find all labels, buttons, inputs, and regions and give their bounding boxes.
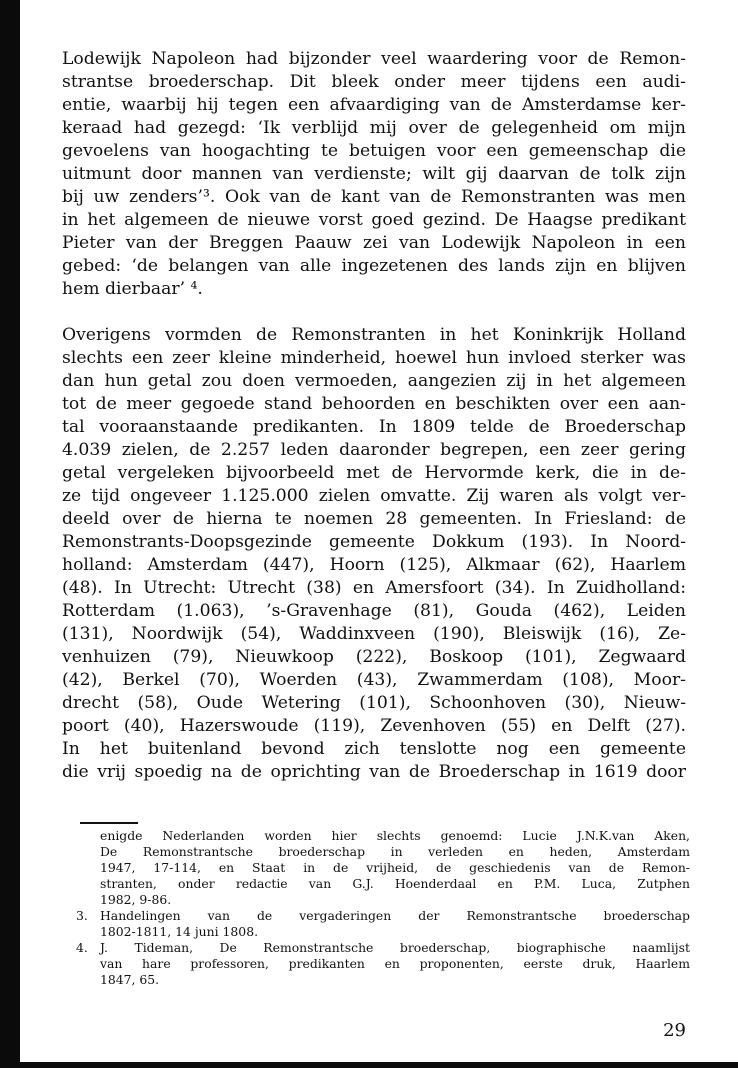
footnote-line: 1847, 65. [100,972,160,987]
footnote-line: Handelingen van de vergaderingen der Remonstrantsche broederschap [100,908,690,923]
text-line: tal vooraanstaande predikanten. In 1809 telde de Broederschap [62,417,686,437]
text-line: tot de meer gegoede stand behoorden en beschikten over een aan- [62,394,686,414]
text-line: Remonstrants-Doopsgezinde gemeente Dokkum (193). In Noord- [62,532,686,552]
footnotes [60,828,690,988]
text-line: In het buitenland bevond zich tenslotte nog een gemeente [62,739,686,759]
text-line: getal vergeleken bijvoorbeeld met de Hervormde kerk, die in de- [62,463,686,483]
text-line: deeld over de hierna te noemen 28 gemeenten. In Friesland: de [62,509,686,529]
text-line: holland: Amsterdam (447), Hoorn (125), Alkmaar (62), Haarlem [62,555,686,575]
text-line: Pieter van der Breggen Paauw zei van Lodewijk Napoleon in een [62,233,686,253]
text-line: ze tijd ongeveer 1.125.000 zielen omvatte. Zij waren als volgt ver- [62,486,686,506]
text-line: Overigens vormden de Remonstranten in het Koninkrijk Holland [62,325,686,345]
text-line: hem dierbaar’ ⁴. [62,279,203,299]
footnote-line: 1982, 9-86. [100,892,172,907]
text-line: slechts een zeer kleine minderheid, hoewel hun invloed sterker was [62,348,686,368]
main-text [62,48,686,784]
paragraph-1 [62,48,686,301]
text-line: (131), Noordwijk (54), Waddinxveen (190), Bleiswijk (16), Ze- [62,624,686,644]
text-line: keraad had gezegd: ‘Ik verblijd mij over de gelegenheid om mijn [62,118,686,138]
text-line: in het algemeen de nieuwe vorst goed gezind. De Haagse predikant [62,210,686,230]
text-line: uitmunt door mannen van verdienste; wilt gij daarvan de tolk zijn [62,164,686,184]
footnote-line: van hare professoren, predikanten en proponenten, eerste druk, Haarlem [100,956,690,971]
text-line: drecht (58), Oude Wetering (101), Schoonhoven (30), Nieuw- [62,693,686,713]
text-line: Rotterdam (1.063), ’s-Gravenhage (81), Gouda (462), Leiden [62,601,686,621]
footnote-4 [60,940,690,988]
footnote-line: enigde Nederlanden worden hier slechts genoemd: Lucie J.N.K.van Aken, [100,828,690,843]
footnote-separator [80,822,138,824]
page-number: 29 [663,1020,686,1041]
footnote-line: De Remonstrantsche broederschap in verleden en heden, Amsterdam [100,844,690,859]
footnote-line: stranten, onder redactie van G.J. Hoenderdaal en P.M. Luca, Zutphen [100,876,690,891]
text-line: (48). In Utrecht: Utrecht (38) en Amersfoort (34). In Zuidholland: [62,578,686,598]
scan-left-border [0,0,20,1068]
text-line: strantse broederschap. Dit bleek onder meer tijdens een audi- [62,72,686,92]
footnote-continued [60,828,690,908]
text-line: poort (40), Hazerswoude (119), Zevenhoven (55) en Delft (27). [62,716,686,736]
text-line: dan hun getal zou doen vermoeden, aangezien zij in het algemeen [62,371,686,391]
footnote-number: 3. [76,908,88,923]
text-line: Lodewijk Napoleon had bijzonder veel waardering voor de Remon- [62,49,686,69]
footnote-number: 4. [76,940,88,955]
footnote-line: J. Tideman, De Remonstrantsche broederschap, biographische naamlijst [100,940,690,955]
footnote-3 [60,908,690,940]
footnote-line: 1947, 17-114, en Staat in de vrijheid, de geschiedenis van de Remon- [100,860,690,875]
text-line: venhuizen (79), Nieuwkoop (222), Boskoop (101), Zegwaard [62,647,686,667]
scan-bottom-border [20,1062,738,1068]
text-line: gebed: ‘de belangen van alle ingezetenen des lands zijn en blijven [62,256,686,276]
paragraph-2 [62,324,686,784]
footnote-line: 1802-1811, 14 juni 1808. [100,924,259,939]
text-line: gevoelens van hoogachting te betuigen voor een gemeenschap die [62,141,686,161]
text-line: bij uw zenders’³. Ook van de kant van de Remonstranten was men [62,187,686,207]
text-line: 4.039 zielen, de 2.257 leden daaronder begrepen, een zeer gering [62,440,686,460]
text-line: (42), Berkel (70), Woerden (43), Zwammerdam (108), Moor- [62,670,686,690]
text-line: die vrij spoedig na de oprichting van de Broederschap in 1619 door [62,762,686,782]
text-line: entie, waarbij hij tegen een afvaardiging van de Amsterdamse ker- [62,95,686,115]
